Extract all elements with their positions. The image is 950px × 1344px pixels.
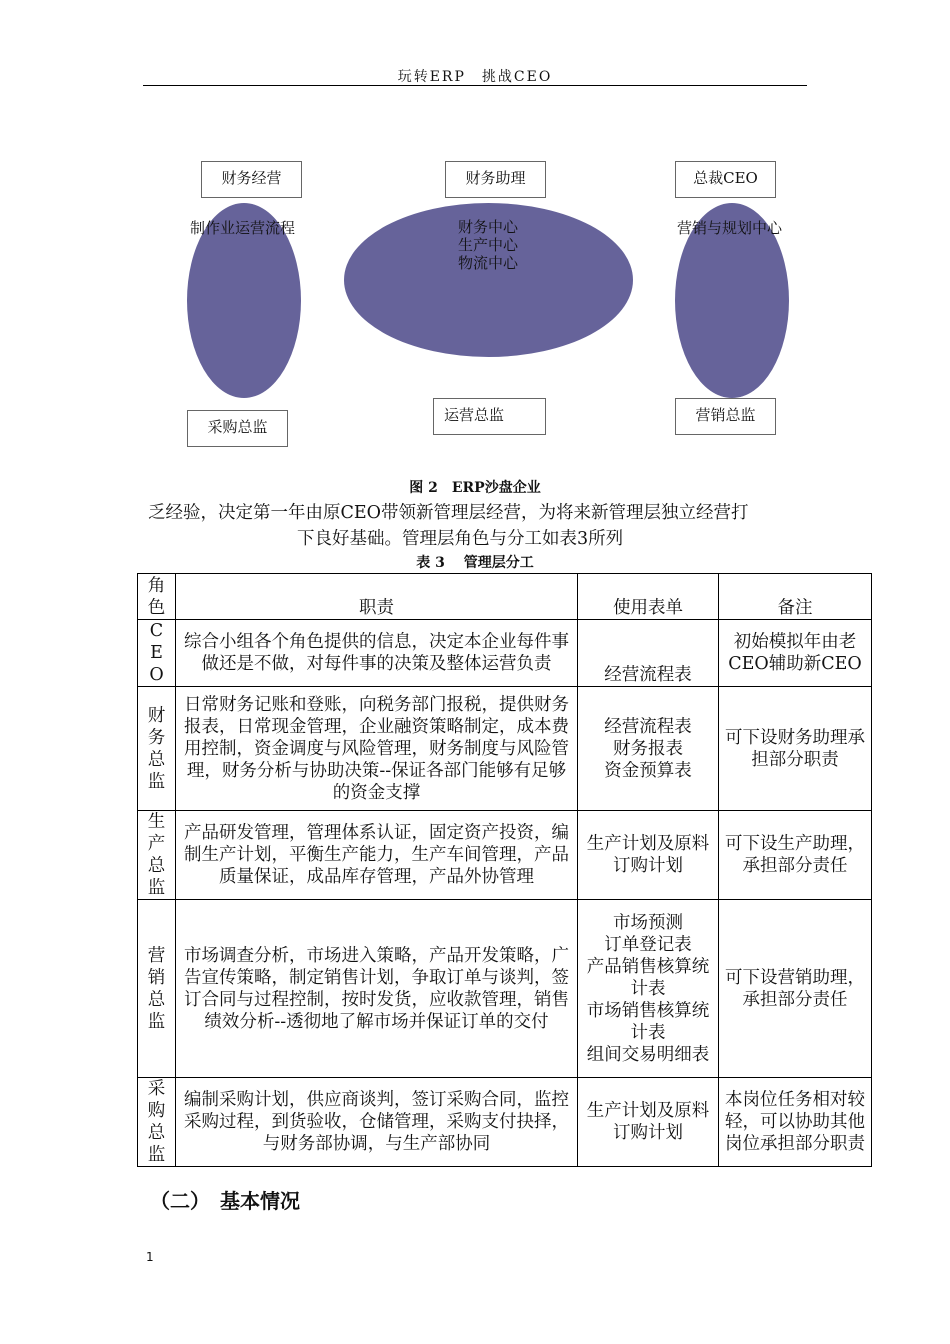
box-finance-assistant: 财务助理 [445, 161, 546, 198]
header-divider [143, 85, 807, 86]
role-cell: 财务总监 [138, 687, 176, 811]
role-cell: CEO [138, 620, 176, 687]
role-cell: 营销总监 [138, 900, 176, 1078]
forms-cell: 经营流程表 [578, 620, 719, 687]
label-finance-center: 财务中心 [457, 218, 518, 236]
duty-cell: 日常财务记账和登账，向税务部门报税，提供财务报表，日常现金管理，企业融资策略制定，成本费用控制，资金调度与风险管理，财务制度与风险管理，财务分析与协助决策--保证各部门能够有足够的资金支撑 [176, 687, 578, 811]
label-logistics-center: 物流中心 [457, 254, 518, 272]
notes-cell: 可下设营销助理，承担部分责任 [719, 900, 872, 1078]
figure-caption: 图 2 ERP沙盘企业 [409, 480, 541, 496]
table-row [138, 687, 872, 811]
table-title: 表 3 管理层分工 [416, 555, 534, 571]
table-row [138, 620, 872, 687]
section-heading: （二） 基本情况 [150, 1189, 300, 1213]
box-operations: 运营总监 [433, 398, 546, 435]
page-header-title: 玩转ERP 挑战CEO [397, 69, 553, 85]
header-notes: 备注 [719, 574, 872, 620]
paragraph-line-1: 乏经验，决定第一年由原CEO带领新管理层经营，为将来新管理层独立经营打 [148, 503, 749, 523]
forms-cell: 生产计划及原料订购计划 [578, 1078, 719, 1167]
table-header-row [138, 574, 872, 620]
duty-cell: 产品研发管理，管理体系认证，固定资产投资，编制生产计划，平衡生产能力，生产车间管理，产品质量保证，成品库存管理，产品外协管理 [176, 811, 578, 900]
table-row [138, 900, 872, 1078]
label-manufacturing-flow: 制作业运营流程 [190, 219, 296, 237]
header-role: 角色 [138, 574, 176, 620]
box-purchasing: 采购总监 [187, 410, 288, 447]
notes-cell: 初始模拟年由老CEO辅助新CEO [719, 620, 872, 687]
duty-cell: 综合小组各个角色提供的信息，决定本企业每件事做还是不做，对每件事的决策及整体运营负责 [176, 620, 578, 687]
notes-cell: 可下设财务助理承担部分职责 [719, 687, 872, 811]
box-ceo: 总裁CEO [675, 161, 776, 198]
page-number: 1 [146, 1250, 154, 1264]
table-row [138, 1078, 872, 1167]
table-row [138, 811, 872, 900]
role-cell: 采购总监 [138, 1078, 176, 1167]
notes-cell: 可下设生产助理，承担部分责任 [719, 811, 872, 900]
notes-cell: 本岗位任务相对较轻，可以协助其他岗位承担部分职责 [719, 1078, 872, 1167]
header-forms: 使用表单 [578, 574, 719, 620]
roles-table [137, 573, 872, 1167]
box-marketing: 营销总监 [675, 398, 776, 435]
header-duty: 职责 [176, 574, 578, 620]
forms-cell: 市场预测 订单登记表 产品销售核算统计表 市场销售核算统计表 组间交易明细表 [578, 900, 719, 1078]
box-finance-ops: 财务经营 [201, 161, 302, 198]
label-production-center: 生产中心 [457, 236, 518, 254]
label-marketing-planning: 营销与规划中心 [677, 219, 783, 237]
center-ellipse-labels [448, 218, 528, 272]
duty-cell: 编制采购计划，供应商谈判，签订采购合同，监控采购过程，到货验收，仓储管理，采购支付抉择，与财务部协调，与生产部协同 [176, 1078, 578, 1167]
role-cell: 生产总监 [138, 811, 176, 900]
forms-cell: 经营流程表 财务报表 资金预算表 [578, 687, 719, 811]
forms-cell: 生产计划及原料订购计划 [578, 811, 719, 900]
paragraph-line-2: 下良好基础。管理层角色与分工如表3所列 [297, 529, 624, 549]
duty-cell: 市场调查分析，市场进入策略，产品开发策略，广告宣传策略，制定销售计划，争取订单与谈判，签订合同与过程控制，按时发货，应收款管理，销售绩效分析--透彻地了解市场并保证订单的交付 [176, 900, 578, 1078]
